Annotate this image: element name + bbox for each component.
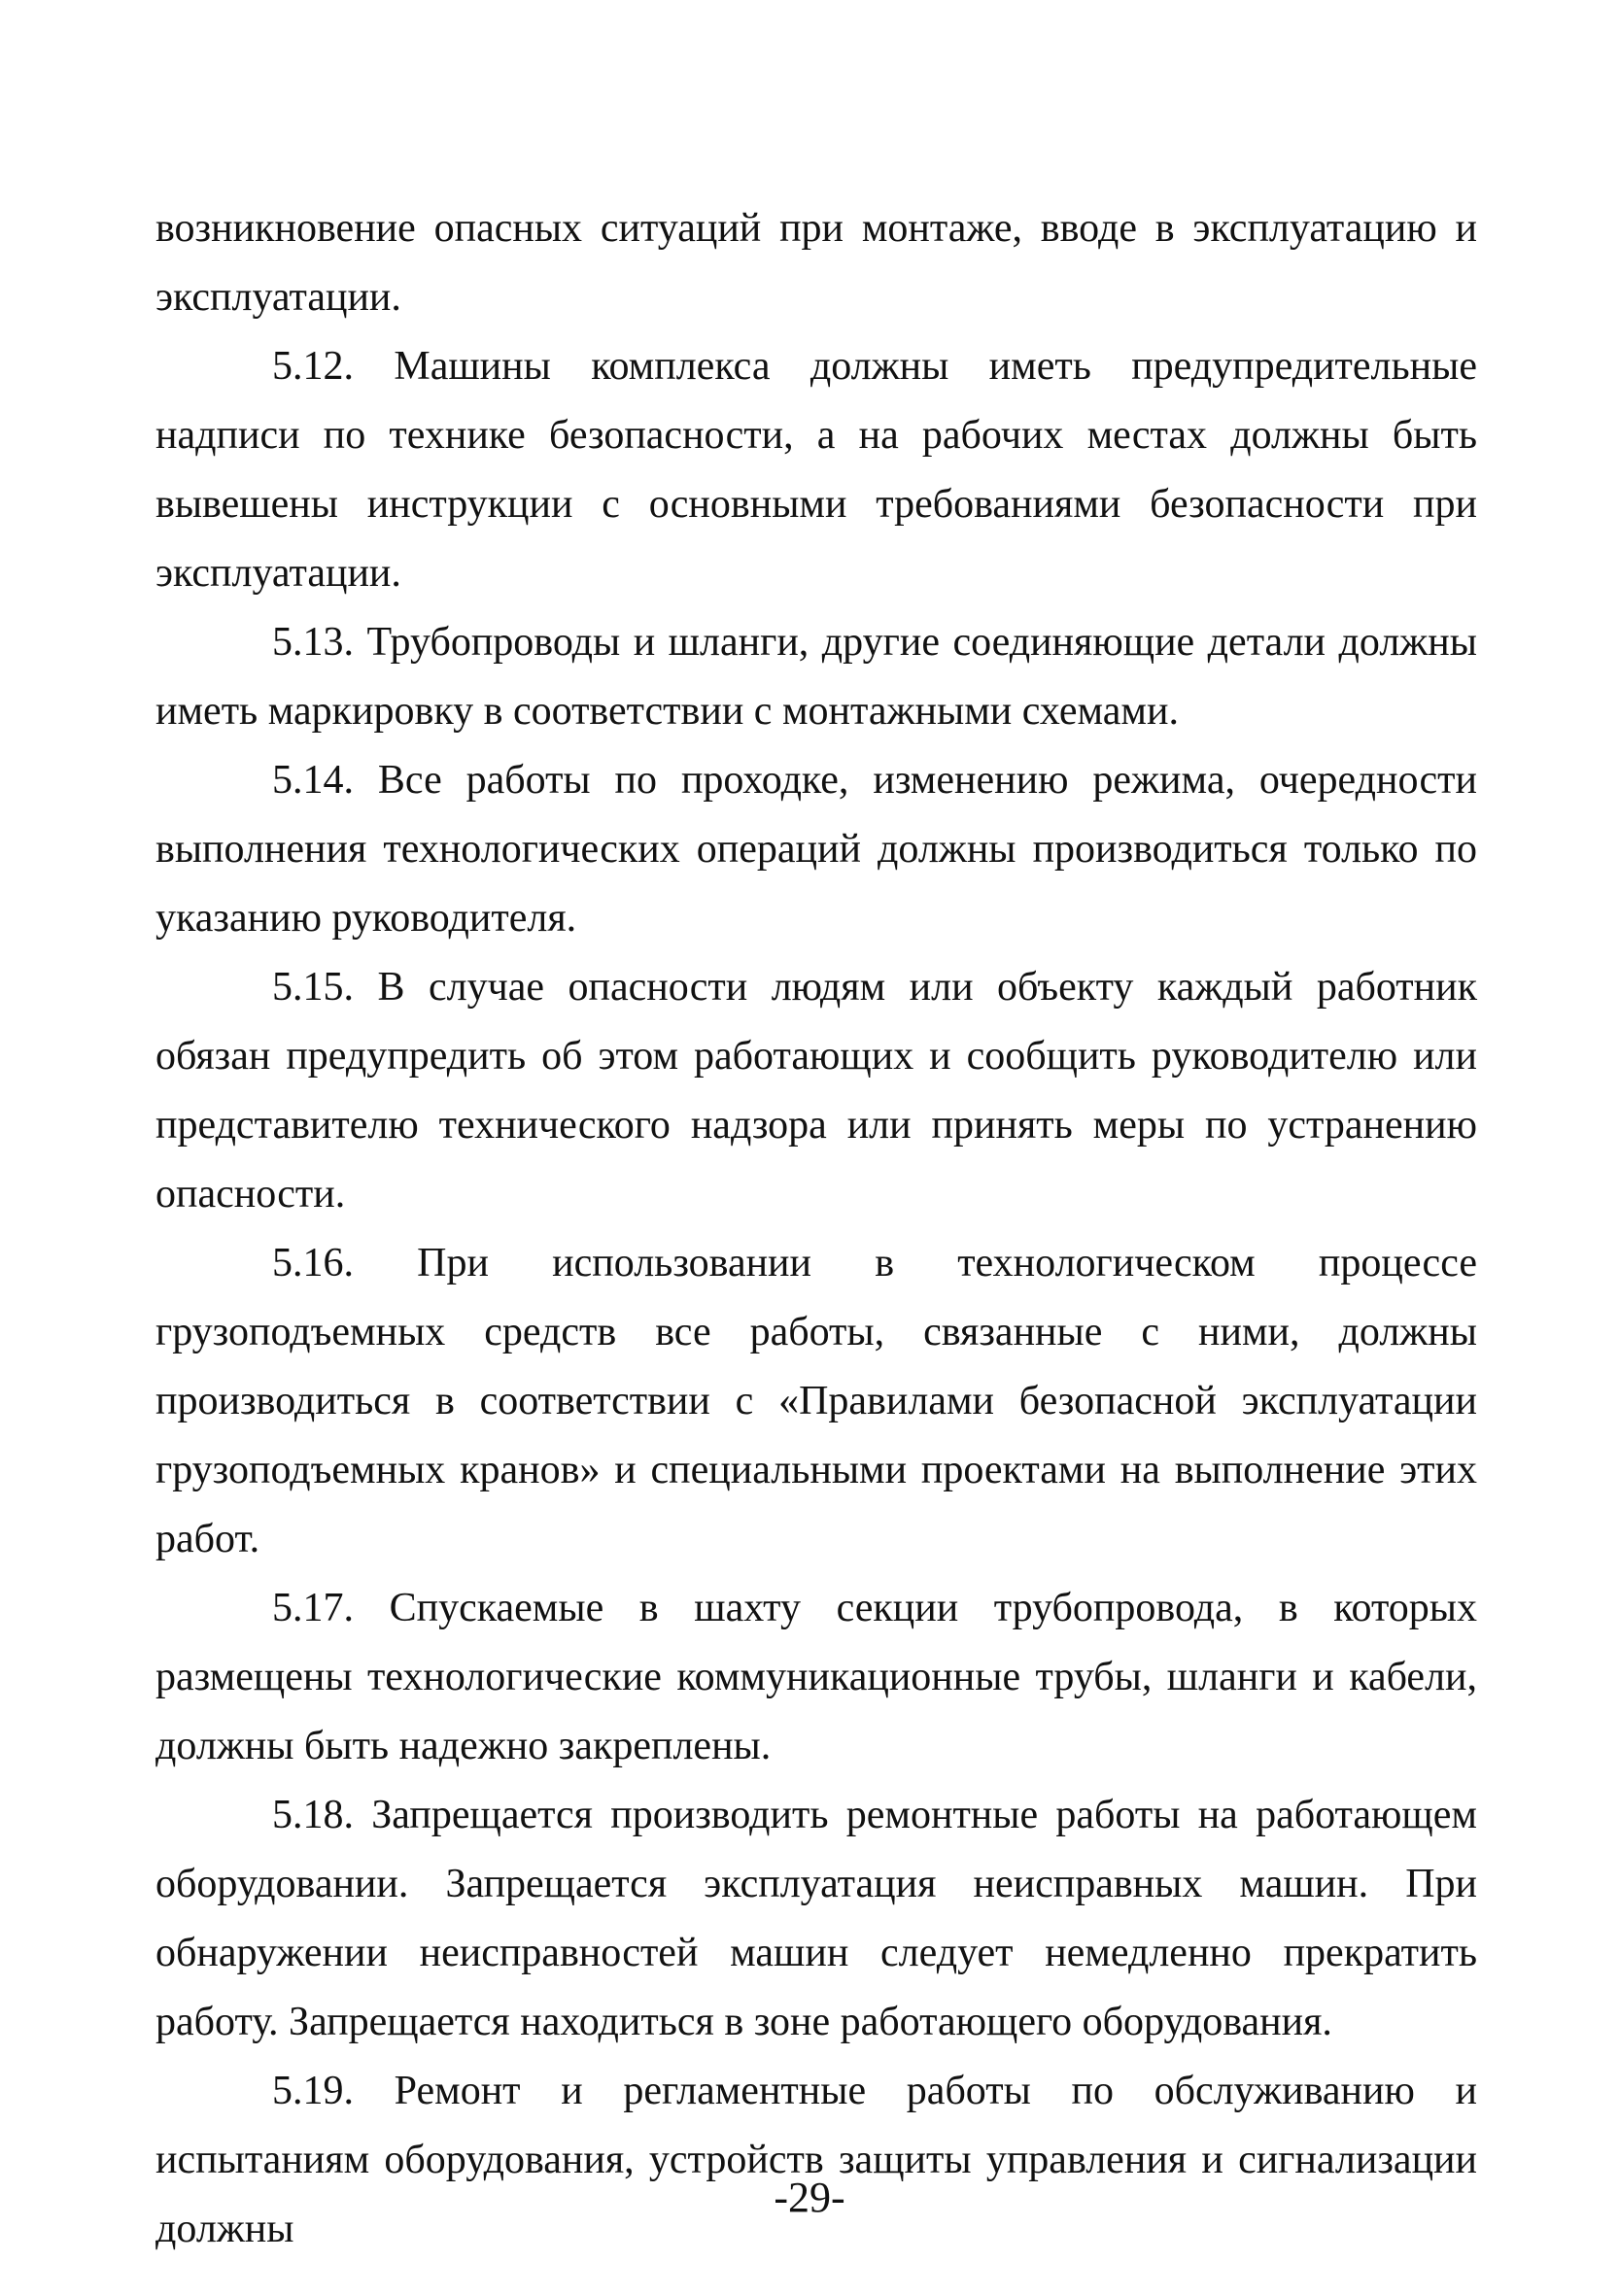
paragraph-5-14: 5.14. Все работы по проходке, изменению режима, очередности выполнения технологических операций должны производиться только по указанию руководителя. <box>155 758 1477 941</box>
paragraph-continuation: возникновение опасных ситуаций при монтаже, вводе в эксплуатацию и эксплуатации. <box>155 206 1477 320</box>
page-number: -29- <box>774 2174 845 2221</box>
paragraph-5-18: 5.18. Запрещается производить ремонтные работы на работающем оборудовании. Запрещается эксплуатация неисправных машин. При обнаружении неисправностей машин следует немедленно прекратить работу. Запрещается находиться в зоне работающего оборудования. <box>155 1793 1477 2044</box>
paragraph-5-19: 5.19. Ремонт и регламентные работы по обслуживанию и испытаниям оборудования, устройств защиты управления и сигнализации должны <box>155 2069 1477 2251</box>
paragraph-5-12: 5.12. Машины комплекса должны иметь предупредительные надписи по технике безопасности, а на рабочих местах должны быть вывешены инструкции с основными требованиями безопасности при эксплуатации. <box>155 344 1477 596</box>
paragraph-5-13: 5.13. Трубопроводы и шланги, другие соединяющие детали должны иметь маркировку в соответствии с монтажными схемами. <box>155 620 1477 734</box>
paragraph-5-16: 5.16. При использовании в технологическом процессе грузоподъемных средств все работы, связанные с ними, должны производиться в соответствии с «Правилами безопасной эксплуатации грузоподъемных кранов» и специальными проектами на выполнение этих работ. <box>155 1241 1477 1561</box>
paragraph-5-15: 5.15. В случае опасности людям или объекту каждый работник обязан предупредить об этом работающих и сообщить руководителю или представителю технического надзора или принять меры по устранению опасности. <box>155 965 1477 1217</box>
paragraph-5-17: 5.17. Спускаемые в шахту секции трубопровода, в которых размещены технологические коммуникационные трубы, шланги и кабели, должны быть надежно закреплены. <box>155 1586 1477 1768</box>
document-page <box>155 194 1477 2264</box>
